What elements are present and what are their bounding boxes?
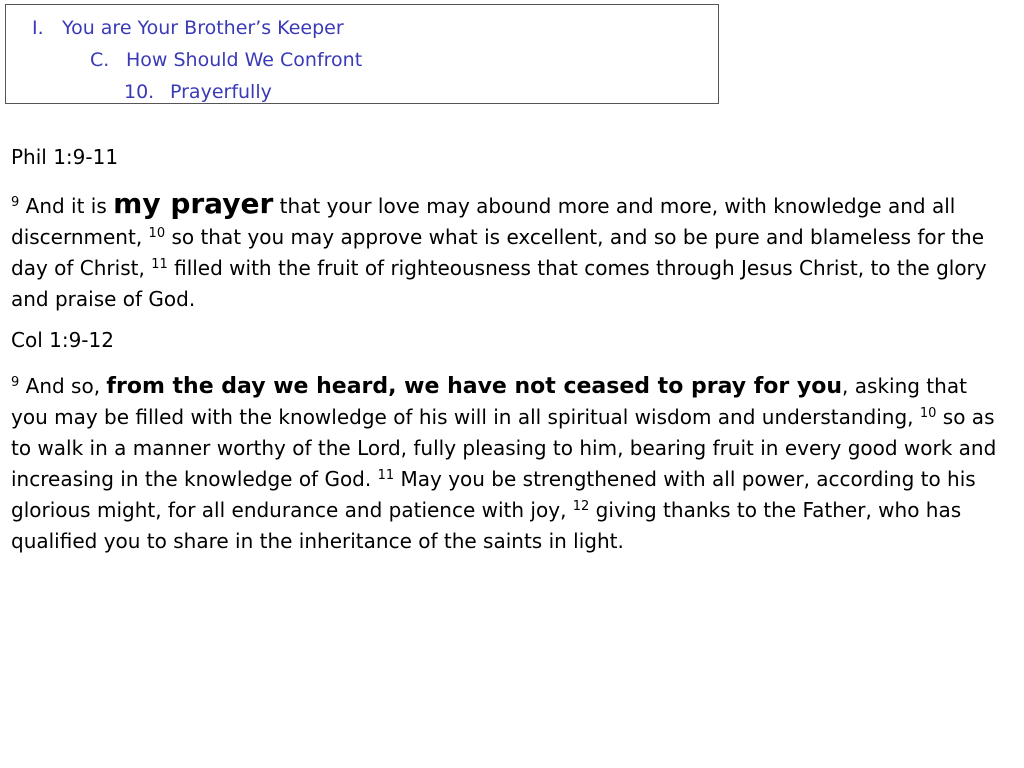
outline-level-2-number: C.	[90, 49, 110, 71]
outline-level-2	[90, 49, 362, 71]
outline-level-2-text: How Should We Confront	[126, 49, 363, 71]
emphasized-text: my prayer	[113, 187, 274, 220]
phil-reference: Phil 1:9-11	[11, 145, 119, 169]
outline-level-1-text: You are Your Brother’s Keeper	[62, 17, 344, 39]
verse-number: 9	[11, 195, 20, 210]
col-passage	[11, 371, 1001, 557]
verse-number: 11	[377, 468, 395, 483]
outline-box	[5, 4, 719, 104]
passage-text: giving thanks to the Father, who has qualified you to share in the inheritance of the saints in light.	[11, 498, 962, 553]
passage-text: so that you may approve what is excellent, and so be pure and blameless for the day of Christ,	[11, 225, 985, 280]
col-reference: Col 1:9-12	[11, 328, 114, 352]
passage-text: May you be strengthened with all power, according to his glorious might, for all endurance and patience with joy,	[11, 467, 976, 522]
outline-level-3-number: 10.	[124, 81, 155, 103]
verse-number: 11	[151, 257, 168, 272]
verse-number: 9	[11, 375, 20, 390]
outline-level-1	[32, 17, 344, 39]
phil-passage	[11, 188, 1001, 315]
outline-level-1-number: I.	[32, 17, 44, 39]
verse-number: 10	[148, 226, 166, 241]
outline-level-3	[124, 81, 272, 103]
passage-text: And so,	[19, 374, 107, 398]
verse-number: 10	[919, 406, 937, 421]
passage-text: , asking that you may be filled with the knowledge of his will in all spiritual wisdom and understanding,	[11, 374, 967, 429]
passage-text: And it is	[19, 194, 114, 218]
emphasized-text: from the day we heard, we have not ceased to pray for you	[106, 374, 843, 399]
verse-number: 12	[572, 499, 590, 514]
passage-text: so as to walk in a manner worthy of the Lord, fully pleasing to him, bearing fruit in every good work and increasing in the knowledge of God.	[11, 405, 997, 491]
passage-text: filled with the fruit of righteousness that comes through Jesus Christ, to the glory and praise of God.	[11, 256, 987, 311]
scripture-content	[11, 142, 1001, 557]
outline-level-3-text: Prayerfully	[170, 81, 272, 103]
passage-text: that your love may abound more and more, with knowledge and all discernment,	[11, 194, 956, 249]
